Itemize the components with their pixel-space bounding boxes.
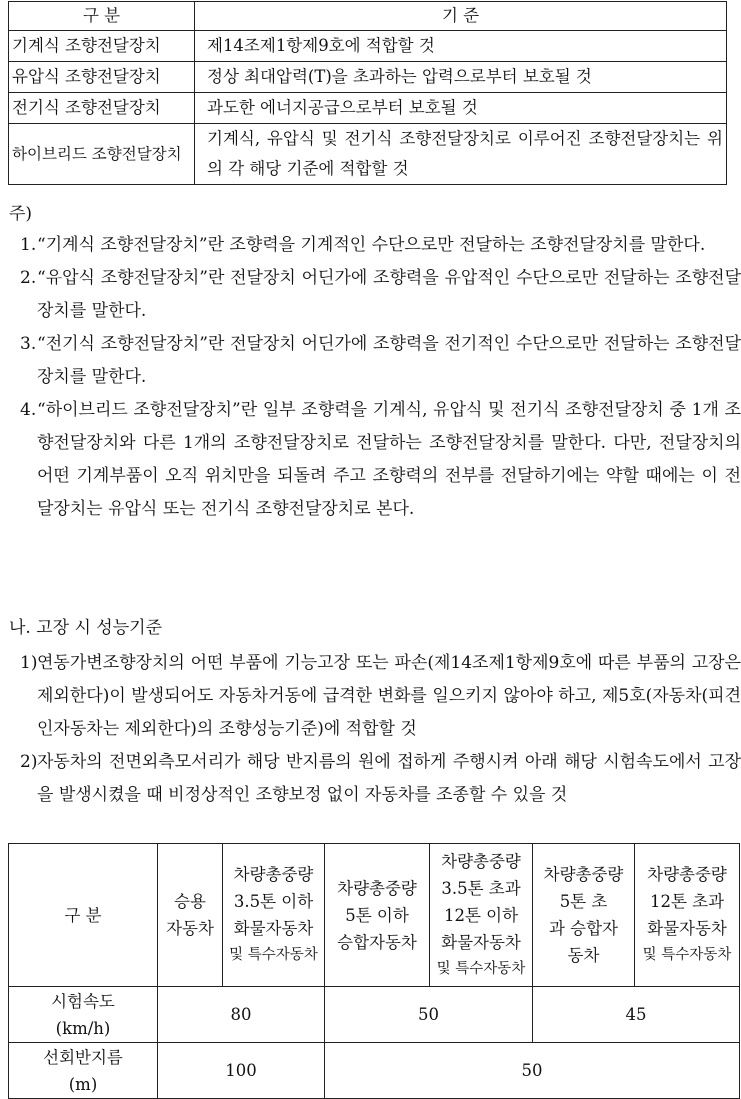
header-line: 과 승합자 [548, 919, 618, 938]
criteria-header-category: 구 분 [9, 2, 195, 31]
header-line: 차량총중량 [441, 851, 521, 871]
test-speed-row [9, 987, 740, 1043]
criteria-table-header [9, 2, 727, 31]
header-line: 차량총중량 [337, 878, 417, 898]
criteria-text: 제14조제1항제9호에 적합할 것 [195, 31, 727, 62]
criteria-row [9, 93, 727, 124]
header-line: 및 특수자동차 [642, 947, 732, 963]
header-line: 자동차 [166, 919, 214, 938]
note-number: 3. [20, 334, 37, 354]
header-line: 화물자동차 [647, 919, 727, 938]
note-item [9, 394, 741, 526]
header-line: 및 특수자동차 [229, 947, 318, 963]
row-label-unit: (km/h) [55, 1018, 111, 1038]
note-number: 2. [20, 268, 37, 288]
requirement-item [9, 647, 741, 746]
header-line: 3.5톤 이하 [233, 892, 314, 911]
header-line: 및 특수자동차 [436, 960, 526, 977]
header-line: 5톤 초 [559, 892, 608, 911]
note-text: “전기식 조향전달장치”란 전달장치 어딘가에 조향력을 전기적인 수단으로만 전달하는 조향전달장치를 말한다. [37, 334, 741, 387]
row-label [9, 1043, 158, 1099]
requirement-item [9, 746, 741, 812]
note-item [9, 262, 741, 328]
row-label-line: 시험속도 [51, 991, 115, 1011]
criteria-row [9, 62, 727, 93]
failure-performance-section [9, 613, 741, 812]
row-label-line: 선회반지름 [43, 1047, 123, 1067]
note-item [9, 328, 741, 394]
speed-table-corner: 구 분 [9, 844, 158, 987]
speed-value: 50 [325, 987, 533, 1043]
criteria-text: 정상 최대압력(T)을 초과하는 압력으로부터 보호될 것 [195, 62, 727, 93]
criteria-text: 과도한 에너지공급으로부터 보호될 것 [195, 93, 727, 124]
column-header [533, 844, 635, 987]
row-label-unit: (m) [68, 1074, 98, 1094]
notes-heading: 주) [9, 204, 33, 224]
notes-section [9, 199, 741, 526]
requirement-number: 1) [20, 653, 38, 673]
header-line: 차량총중량 [543, 865, 624, 884]
criteria-type: 기계식 조향전달장치 [9, 31, 195, 62]
column-header [635, 844, 740, 987]
header-line: 동차 [567, 946, 600, 965]
note-number: 4. [20, 400, 37, 420]
test-speed-table [8, 843, 740, 1099]
column-header [223, 844, 325, 987]
criteria-table [8, 1, 727, 185]
radius-value: 50 [325, 1043, 740, 1099]
header-line: 차량총중량 [647, 865, 727, 884]
criteria-type: 하이브리드 조향전달장치 [9, 124, 195, 185]
header-line: 3.5톤 초과 [441, 878, 521, 898]
criteria-header-criterion: 기 준 [195, 2, 727, 31]
row-label [9, 987, 158, 1043]
radius-value: 100 [158, 1043, 325, 1099]
note-text: “유압식 조향전달장치”란 전달장치 어딘가에 조향력을 유압적인 수단으로만 전달하는 조향전달장치를 말한다. [37, 268, 741, 321]
requirement-number: 2) [20, 752, 38, 772]
speed-value: 80 [158, 987, 325, 1043]
turning-radius-row [9, 1043, 740, 1099]
header-line: 12톤 이하 [443, 905, 519, 925]
header-line: 화물자동차 [233, 919, 314, 938]
header-line: 승합자동차 [337, 932, 417, 952]
section-heading: 나. 고장 시 성능기준 [9, 618, 162, 638]
header-line: 승용 [174, 892, 206, 911]
column-header [158, 844, 223, 987]
header-line: 12톤 초과 [649, 892, 725, 911]
note-number: 1. [20, 235, 37, 255]
criteria-row [9, 124, 727, 185]
header-line: 5톤 이하 [345, 905, 409, 925]
speed-table-header [9, 844, 740, 987]
criteria-type: 유압식 조향전달장치 [9, 62, 195, 93]
requirement-text: 연동가변조향장치의 어떤 부품에 기능고장 또는 파손(제14조제1항제9호에 따른 부품의 고장은 제외한다)이 발생되어도 자동차거동에 급격한 변화를 일으키지 않아야 하고, 제5호(자동차(피견인자동차는 제외한다)의 조향성능기준)에 적합할 것 [37, 653, 741, 739]
requirement-text: 자동차의 전면외측모서리가 해당 반지름의 원에 접하게 주행시켜 아래 해당 시험속도에서 고장을 발생시켰을 때 비정상적인 조향보정 없이 자동차를 조종할 수 있을 것 [37, 752, 741, 805]
column-header [325, 844, 430, 987]
criteria-row [9, 31, 727, 62]
note-text: “하이브리드 조향전달장치”란 일부 조향력을 기계식, 유압식 및 전기식 조향전달장치 중 1개 조향전달장치와 다른 1개의 조향전달장치로 전달하는 조향전달장치를 말한다. 다만, 전달장치의 어떤 기계부품이 오직 위치만을 되돌려 주고 조향력의 전부를 전달하기에는 약할 때에는 이 전달장치는 유압식 또는 전기식 조향전달장치로 본다. [37, 400, 741, 519]
speed-value: 45 [533, 987, 740, 1043]
criteria-type: 전기식 조향전달장치 [9, 93, 195, 124]
note-text: “기계식 조향전달장치”란 조향력을 기계적인 수단으로만 전달하는 조향전달장치를 말한다. [37, 235, 706, 255]
note-item [9, 229, 741, 262]
column-header [430, 844, 533, 987]
header-line: 차량총중량 [233, 865, 314, 884]
criteria-text: 기계식, 유압식 및 전기식 조향전달장치로 이루어진 조향전달장치는 위의 각 해당 기준에 적합할 것 [195, 124, 727, 185]
header-line: 화물자동차 [441, 932, 521, 952]
